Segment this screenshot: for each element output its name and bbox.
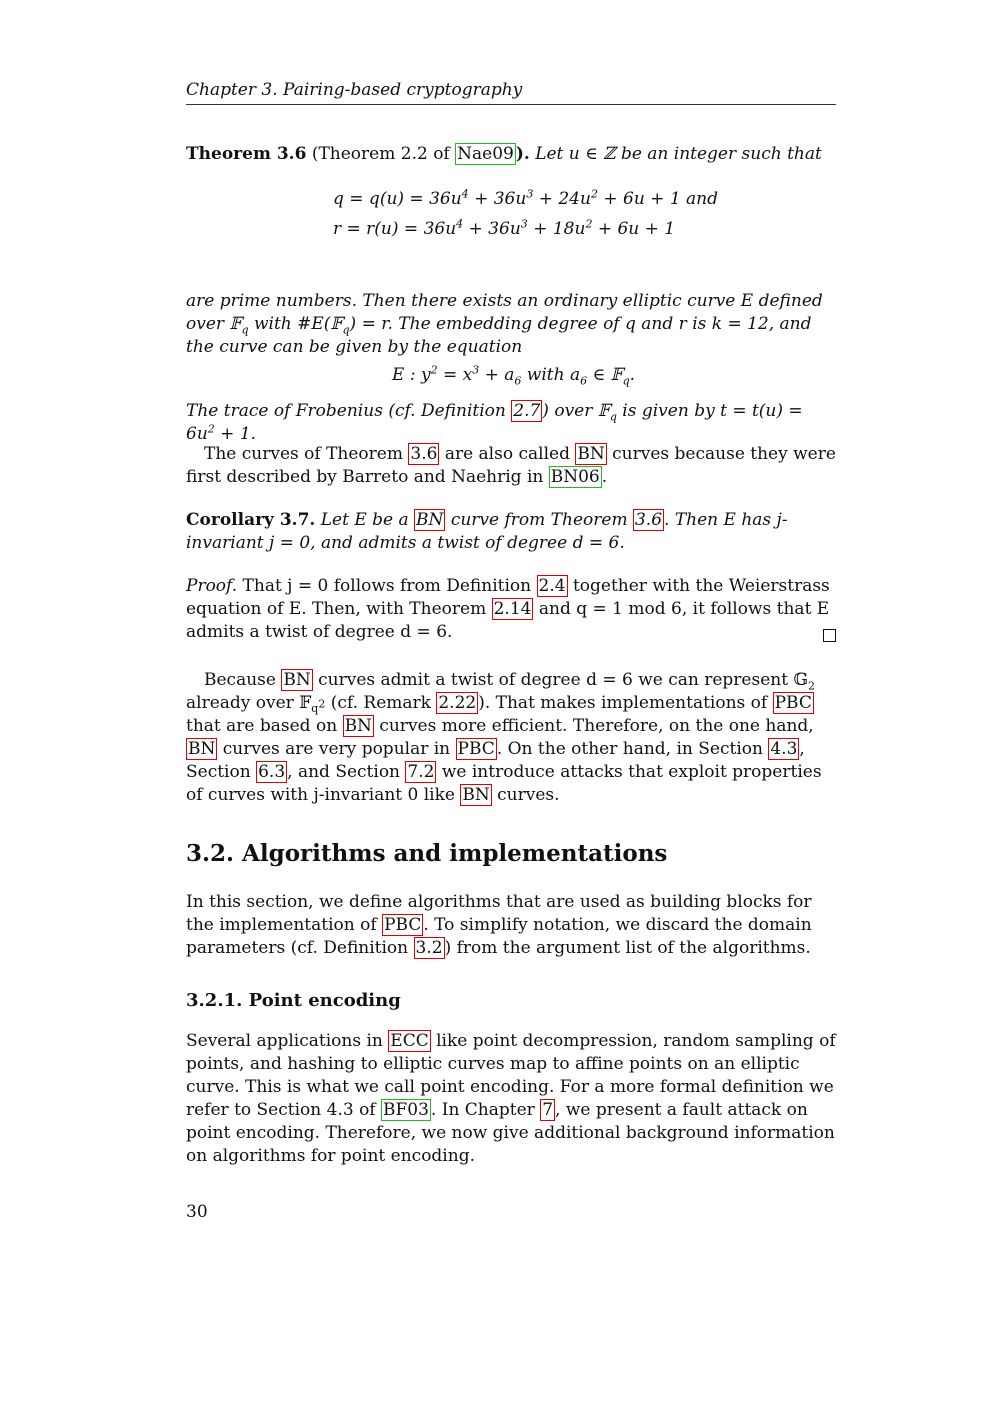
ref-remark-2-22[interactable]: 2.22 xyxy=(438,693,477,713)
ref-bn[interactable]: BN xyxy=(188,739,216,759)
para-text: (cf. Remark xyxy=(325,693,437,713)
page-number: 30 xyxy=(186,1202,208,1222)
ref-definition-2-7[interactable]: 2.7 xyxy=(513,401,541,421)
ref-bn[interactable]: BN xyxy=(577,444,605,464)
proof-text: together with the Weierstrass equation of E. Then, with Theorem xyxy=(186,576,830,619)
equation-r xyxy=(333,214,675,244)
trace-text: is given by t = t(u) = 6u xyxy=(186,401,803,444)
para-text: The curves of Theorem xyxy=(204,444,409,464)
para-text: curves more efficient. Therefore, on the one hand, xyxy=(373,716,814,736)
para-text: ) from the argument list of the algorithms. xyxy=(444,938,811,958)
paragraph-point-encoding xyxy=(186,1030,836,1168)
ref-definition-2-4[interactable]: 2.4 xyxy=(538,576,566,596)
eq-exp: 2 xyxy=(430,363,438,377)
eq-exp: 4 xyxy=(456,217,464,231)
eq-and: and xyxy=(686,189,719,209)
ref-bn[interactable]: BN xyxy=(344,716,372,736)
running-header: Chapter 3. Pairing-based cryptography xyxy=(186,80,836,105)
eq-exp: 2 xyxy=(207,422,215,436)
curve-eq-part: + a xyxy=(479,365,515,385)
para-text: curves. xyxy=(491,785,560,805)
theorem-body-text: with #E(𝔽 xyxy=(248,314,343,334)
ref-definition-3-2[interactable]: 3.2 xyxy=(415,938,443,958)
para-text: already over 𝔽 xyxy=(186,693,312,713)
eq-r-tail: + 6u + 1 xyxy=(592,219,676,239)
eq-exp: 2 xyxy=(585,217,593,231)
para-text: , and Section xyxy=(287,762,406,782)
section-heading: 3.2. Algorithms and implementations xyxy=(186,840,668,867)
ref-section-6-3[interactable]: 6.3 xyxy=(258,762,286,782)
theorem-source-open: (Theorem 2.2 of xyxy=(311,144,456,164)
corollary-text: Let E be a xyxy=(315,510,415,530)
paragraph-bn-curves xyxy=(186,443,836,489)
eq-exp: 3 xyxy=(526,187,534,201)
corollary-text: . Then E has j-invariant j = 0, and admits a twist of degree d = 6. xyxy=(186,510,788,553)
ref-bn[interactable]: BN xyxy=(283,670,311,690)
eq-exp: 3 xyxy=(520,217,528,231)
proof-text: and q = 1 mod 6, it follows that E admits a twist of degree d = 6. xyxy=(186,599,830,642)
curve-eq-part: . xyxy=(629,365,636,385)
eq-exp: 3 xyxy=(472,363,480,377)
para-text: Several applications in xyxy=(186,1031,389,1051)
corollary-label: Corollary 3.7. xyxy=(186,510,316,530)
curve-eq-part: = x xyxy=(437,365,473,385)
ref-pbc[interactable]: PBC xyxy=(384,915,422,935)
para-text: In this section, we define algorithms that are used as building blocks for the implementation of xyxy=(186,892,812,935)
ref-pbc[interactable]: PBC xyxy=(457,739,495,759)
curve-equation xyxy=(392,360,635,390)
eq-exp: 4 xyxy=(461,187,469,201)
proof xyxy=(186,575,836,644)
eq-exp: 2 xyxy=(590,187,598,201)
ref-bn[interactable]: BN xyxy=(462,785,490,805)
curve-eq-part: E : y xyxy=(392,365,431,385)
citation-nae09[interactable]: Nae09 xyxy=(457,144,514,164)
para-text: . In Chapter xyxy=(430,1100,541,1120)
para-text: . On the other hand, in Section xyxy=(496,739,769,759)
para-text: , Section xyxy=(186,739,805,782)
qed-square-icon xyxy=(823,629,836,642)
para-text: like point decompression, random sampling of points, and hashing to elliptic curves map to affine points on an elliptic curve. This is what we call point encoding. For a more formal definition we refer to Section 4.3 of xyxy=(186,1031,836,1120)
subscript-q: q xyxy=(311,702,319,716)
theorem-body-text: are prime numbers. Then there exists an ordinary elliptic curve E defined over 𝔽 xyxy=(186,291,823,334)
subscript: q xyxy=(622,374,630,388)
para-text: . To simplify notation, we discard the domain parameters (cf. Definition xyxy=(186,915,812,958)
trace-text: + 1. xyxy=(214,424,257,444)
subscript: q xyxy=(241,323,249,337)
proof-text: That j = 0 follows from Definition xyxy=(237,576,537,596)
proof-label: Proof. xyxy=(186,576,238,596)
trace-text: The trace of Frobenius (cf. Definition xyxy=(186,401,512,421)
para-text: we introduce attacks that exploit properties of curves with j-invariant 0 like xyxy=(186,762,822,805)
curve-eq-part: with a xyxy=(521,365,581,385)
subscript: 6 xyxy=(580,374,588,388)
eq-q-lhs: q = q(u) = 36u xyxy=(333,189,462,209)
theorem-body-text: ) = r. The embedding degree of q and r is k = 12, and the curve can be given by the equation xyxy=(186,314,812,357)
para-text: ). That makes implementations of xyxy=(478,693,773,713)
para-text: curves are very popular in xyxy=(217,739,456,759)
subscript: q xyxy=(342,323,350,337)
corollary-text: curve from Theorem xyxy=(445,510,633,530)
para-text: . xyxy=(601,467,608,487)
subscript xyxy=(311,697,326,716)
ref-section-7-2[interactable]: 7.2 xyxy=(407,762,435,782)
para-text: curves admit a twist of degree d = 6 we can represent 𝔾 xyxy=(312,670,808,690)
ref-theorem-2-14[interactable]: 2.14 xyxy=(493,599,532,619)
theorem-trace xyxy=(186,400,836,446)
eq-q-term: + 36u xyxy=(468,189,527,209)
subscript: 6 xyxy=(514,374,522,388)
para-text: curves because they were first described by Barreto and Naehrig in xyxy=(186,444,836,487)
eq-q-term: + 24u xyxy=(533,189,591,209)
ref-section-4-3[interactable]: 4.3 xyxy=(770,739,798,759)
trace-text: ) over 𝔽 xyxy=(542,401,610,421)
superscript: 2 xyxy=(318,697,326,711)
theorem-label: Theorem 3.6 xyxy=(186,144,307,164)
theorem-body xyxy=(186,290,836,359)
ref-theorem-3-6[interactable]: 3.6 xyxy=(410,444,438,464)
curve-eq-part: ∈ 𝔽 xyxy=(587,365,623,385)
ref-pbc[interactable]: PBC xyxy=(774,693,812,713)
ref-chapter-7[interactable]: 7 xyxy=(542,1100,554,1120)
eq-r-term: + 36u xyxy=(463,219,521,239)
citation-bn06[interactable]: BN06 xyxy=(550,467,600,487)
para-text: are also called xyxy=(439,444,576,464)
theorem-source-close: ). xyxy=(515,144,530,164)
ref-theorem-3-6[interactable]: 3.6 xyxy=(634,510,663,530)
ref-ecc[interactable]: ECC xyxy=(390,1031,429,1051)
para-text: , we present a fault attack on point encoding. Therefore, we now give additional background information on algorithms for point encoding. xyxy=(186,1100,835,1166)
subscript: q xyxy=(609,410,617,424)
para-text: Because xyxy=(204,670,282,690)
citation-bf03[interactable]: BF03 xyxy=(383,1100,429,1120)
paragraph-algorithms xyxy=(186,891,836,960)
para-text: that are based on xyxy=(186,716,343,736)
theorem-lead: Let u ∈ ℤ be an integer such that xyxy=(535,144,822,164)
ref-bn[interactable]: BN xyxy=(416,510,444,530)
paragraph-twist xyxy=(186,669,836,807)
theorem-heading xyxy=(186,143,836,166)
eq-r-term: + 18u xyxy=(527,219,586,239)
equation-q xyxy=(333,184,718,214)
subscript: 2 xyxy=(807,679,815,693)
eq-r-lhs: r = r(u) = 36u xyxy=(333,219,457,239)
eq-q-tail: + 6u + 1 xyxy=(597,189,681,209)
corollary-3-7 xyxy=(186,509,836,555)
subsection-heading: 3.2.1. Point encoding xyxy=(186,990,401,1011)
